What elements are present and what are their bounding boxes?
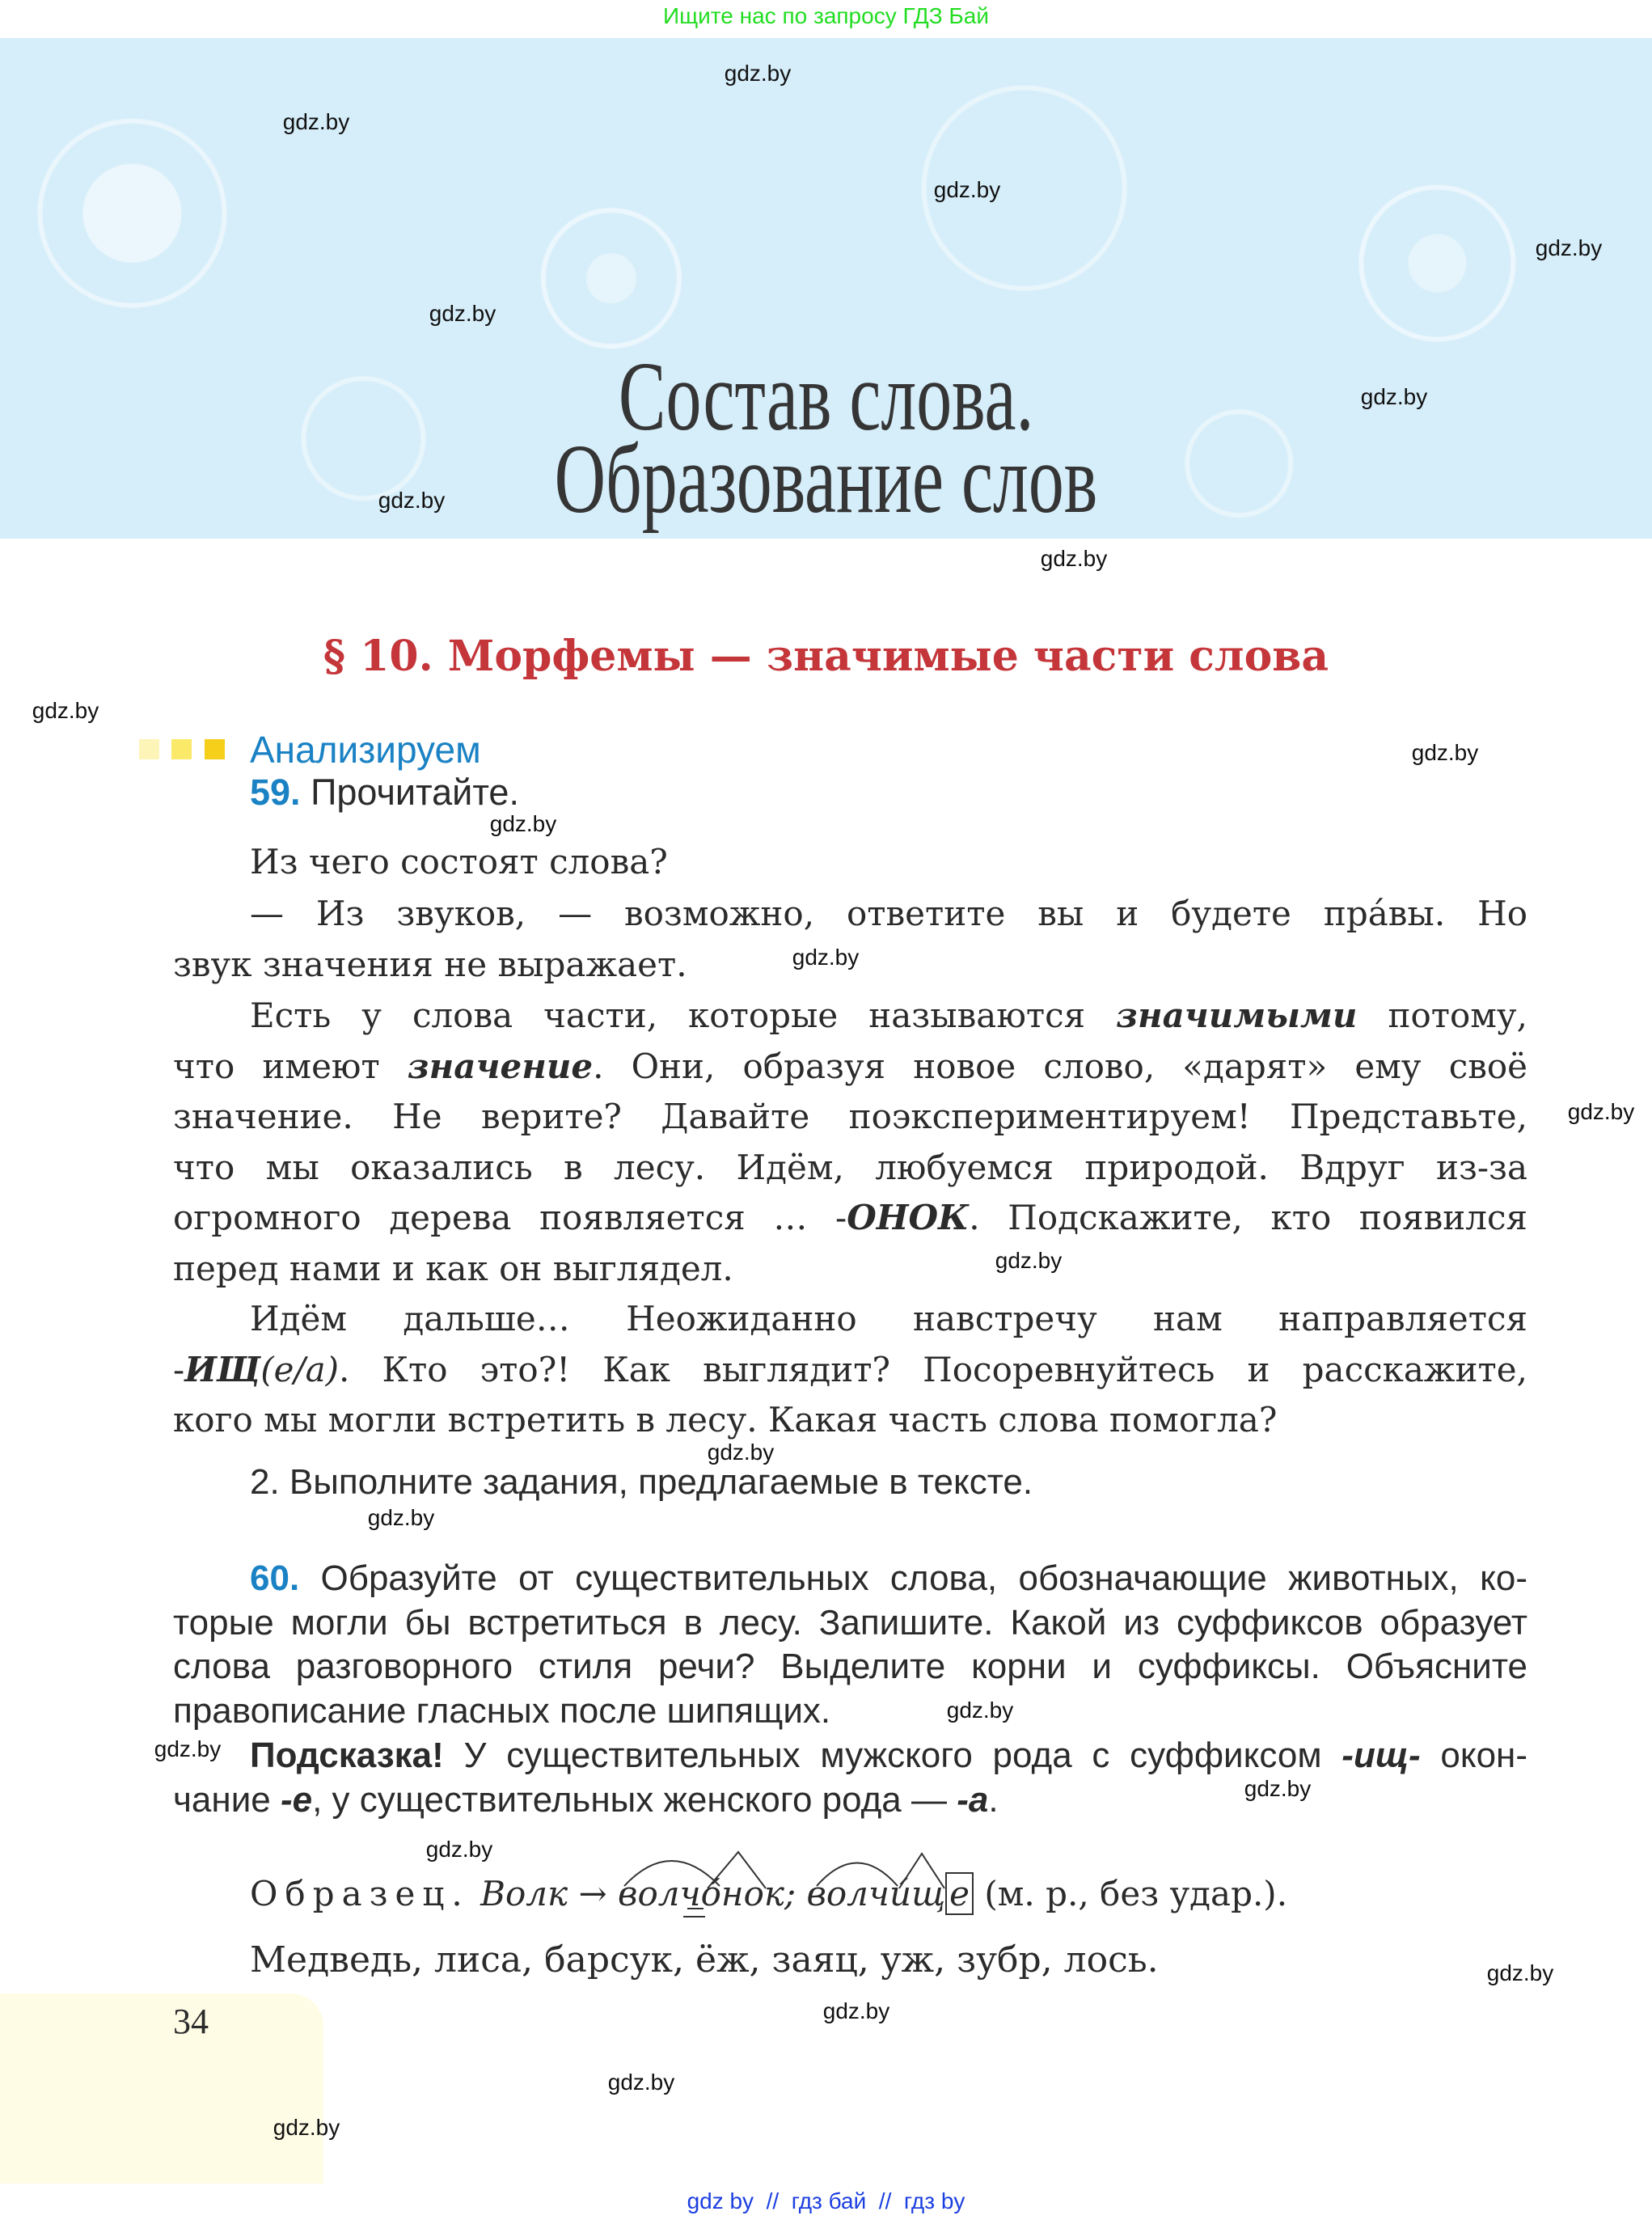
arrow-icon: →: [568, 1874, 619, 1913]
emphasis: ИЩ: [184, 1349, 261, 1389]
chapter-title-text: Состав слова.: [618, 342, 1034, 451]
watermark: gdz.by: [1486, 1960, 1554, 1985]
text: Образуйте от существительных слова, обозначающие животных, ко-: [299, 1558, 1527, 1598]
watermark: gdz.by: [1360, 384, 1428, 409]
text: что имеют: [173, 1046, 408, 1086]
text: окон-: [1420, 1736, 1527, 1775]
watermark: gdz.by: [378, 488, 446, 513]
watermark: gdz.by: [724, 61, 792, 86]
text: потому,: [1357, 996, 1527, 1035]
text: Волк: [480, 1874, 568, 1913]
page-corner: [0, 1994, 323, 2184]
section-heading: § 10. Морфемы — значимые части слова: [323, 632, 1329, 681]
watermark: gdz.by: [1411, 740, 1479, 765]
text-line: перед нами и как он выглядел.: [173, 1248, 733, 1288]
watermark: gdz.by: [933, 177, 1001, 202]
text: чание: [173, 1779, 281, 1820]
text: Есть у слова части, которые называются: [250, 996, 1117, 1035]
watermark: gdz.by: [995, 1248, 1063, 1273]
page-number: 34: [173, 2002, 209, 2041]
word-list: Медведь, лиса, барсук, ёж, заяц, уж, зубр, лось.: [250, 1939, 1159, 1981]
text-line: — Из звуков, — возможно, ответите вы и будете пра́вы. Но: [250, 894, 1527, 933]
watermark: gdz.by: [1567, 1099, 1635, 1124]
text: .: [988, 1779, 999, 1820]
watermark: gdz.by: [429, 301, 496, 326]
emphasis: -е: [280, 1779, 313, 1820]
watermark: gdz.by: [1535, 235, 1603, 260]
watermark: gdz.by: [1040, 546, 1108, 571]
emphasis: -ищ-: [1341, 1736, 1421, 1775]
watermark: gdz.by: [282, 109, 350, 134]
text: -: [173, 1349, 185, 1389]
text: . Кто это?! Как выглядит? Посоревнуйтесь и расскажите,: [339, 1349, 1527, 1389]
watermark: gdz.by: [425, 1837, 493, 1862]
bottom-links[interactable]: gdz by // гдз бай // гдз by: [687, 2188, 965, 2213]
watermark: gdz.by: [154, 1736, 222, 1761]
hint-label: Подсказка!: [250, 1736, 444, 1775]
watermark: gdz.by: [946, 1698, 1014, 1723]
emphasis: -а: [957, 1779, 989, 1820]
exercise-instruction: Прочитайте.: [300, 772, 519, 813]
text-line: Идём дальше… Неожиданно навстречу нам направляется: [250, 1299, 1527, 1338]
root-arc-icon: [817, 1863, 898, 1887]
text-line: Из чего состоят слова?: [250, 842, 668, 882]
text: , у существительных женского рода —: [312, 1779, 957, 1820]
suffix-caret-icon: [899, 1854, 944, 1888]
watermark: gdz.by: [489, 811, 557, 836]
exercise-number: 59.: [250, 772, 301, 813]
text-line: торые могли бы встретиться в лесу. Запишите. Какой из суффиксов образует: [173, 1602, 1527, 1643]
ending-box: е: [945, 1872, 974, 1915]
vowel-underline-icon: [683, 1909, 705, 1917]
emphasis: ОНОК: [847, 1198, 970, 1237]
text: (м. р., без удар.).: [974, 1874, 1288, 1913]
text-line: 2. Выполните задания, предлагаемые в тексте.: [250, 1462, 1033, 1502]
text-line: кого мы могли встретить в лесу. Какая часть слова помогла?: [173, 1400, 1278, 1440]
emphasis: значение: [407, 1046, 594, 1086]
chapter-title-text: Образование слов: [554, 425, 1098, 534]
text: У существительных мужского рода с суффиксом: [443, 1736, 1342, 1775]
watermark: gdz.by: [1244, 1776, 1312, 1801]
watermark: gdz.by: [367, 1505, 435, 1530]
watermark: gdz.by: [32, 698, 99, 723]
watermark: gdz.by: [822, 1998, 890, 2023]
text: . Подскажите, кто появился: [969, 1198, 1527, 1237]
text-line: значение. Не верите? Давайте поэкспериментируем! Представьте,: [173, 1097, 1527, 1136]
sample-label: Образец.: [250, 1874, 470, 1913]
text-line: что мы оказались в лесу. Идём, любуемся природой. Вдруг из-за: [173, 1147, 1527, 1187]
text: огромного дерева появляется … -: [173, 1198, 847, 1237]
watermark: gdz.by: [607, 2070, 675, 2095]
watermark: gdz.by: [273, 2115, 340, 2140]
emphasis: значимыми: [1116, 996, 1358, 1035]
text-line: звук значения не выражает.: [173, 944, 687, 984]
root-arc-icon: [624, 1861, 720, 1886]
exercise-number: 60.: [250, 1558, 300, 1598]
emphasis: (е/а): [260, 1349, 340, 1389]
text: волчо́нок; волчи́щ: [618, 1874, 946, 1913]
watermark: gdz.by: [707, 1440, 775, 1465]
rubric-title: Анализируем: [250, 729, 481, 771]
text-line: слова разговорного стиля речи? Выделите корни и суффиксы. Объясните: [173, 1647, 1527, 1687]
text: . Они, образуя новое слово, «дарят» ему своё: [593, 1046, 1528, 1086]
text-line: правописание гласных после шипящих.: [173, 1691, 831, 1731]
search-hint: Ищите нас по запросу ГДЗ Бай: [662, 3, 990, 28]
watermark: gdz.by: [792, 945, 860, 970]
